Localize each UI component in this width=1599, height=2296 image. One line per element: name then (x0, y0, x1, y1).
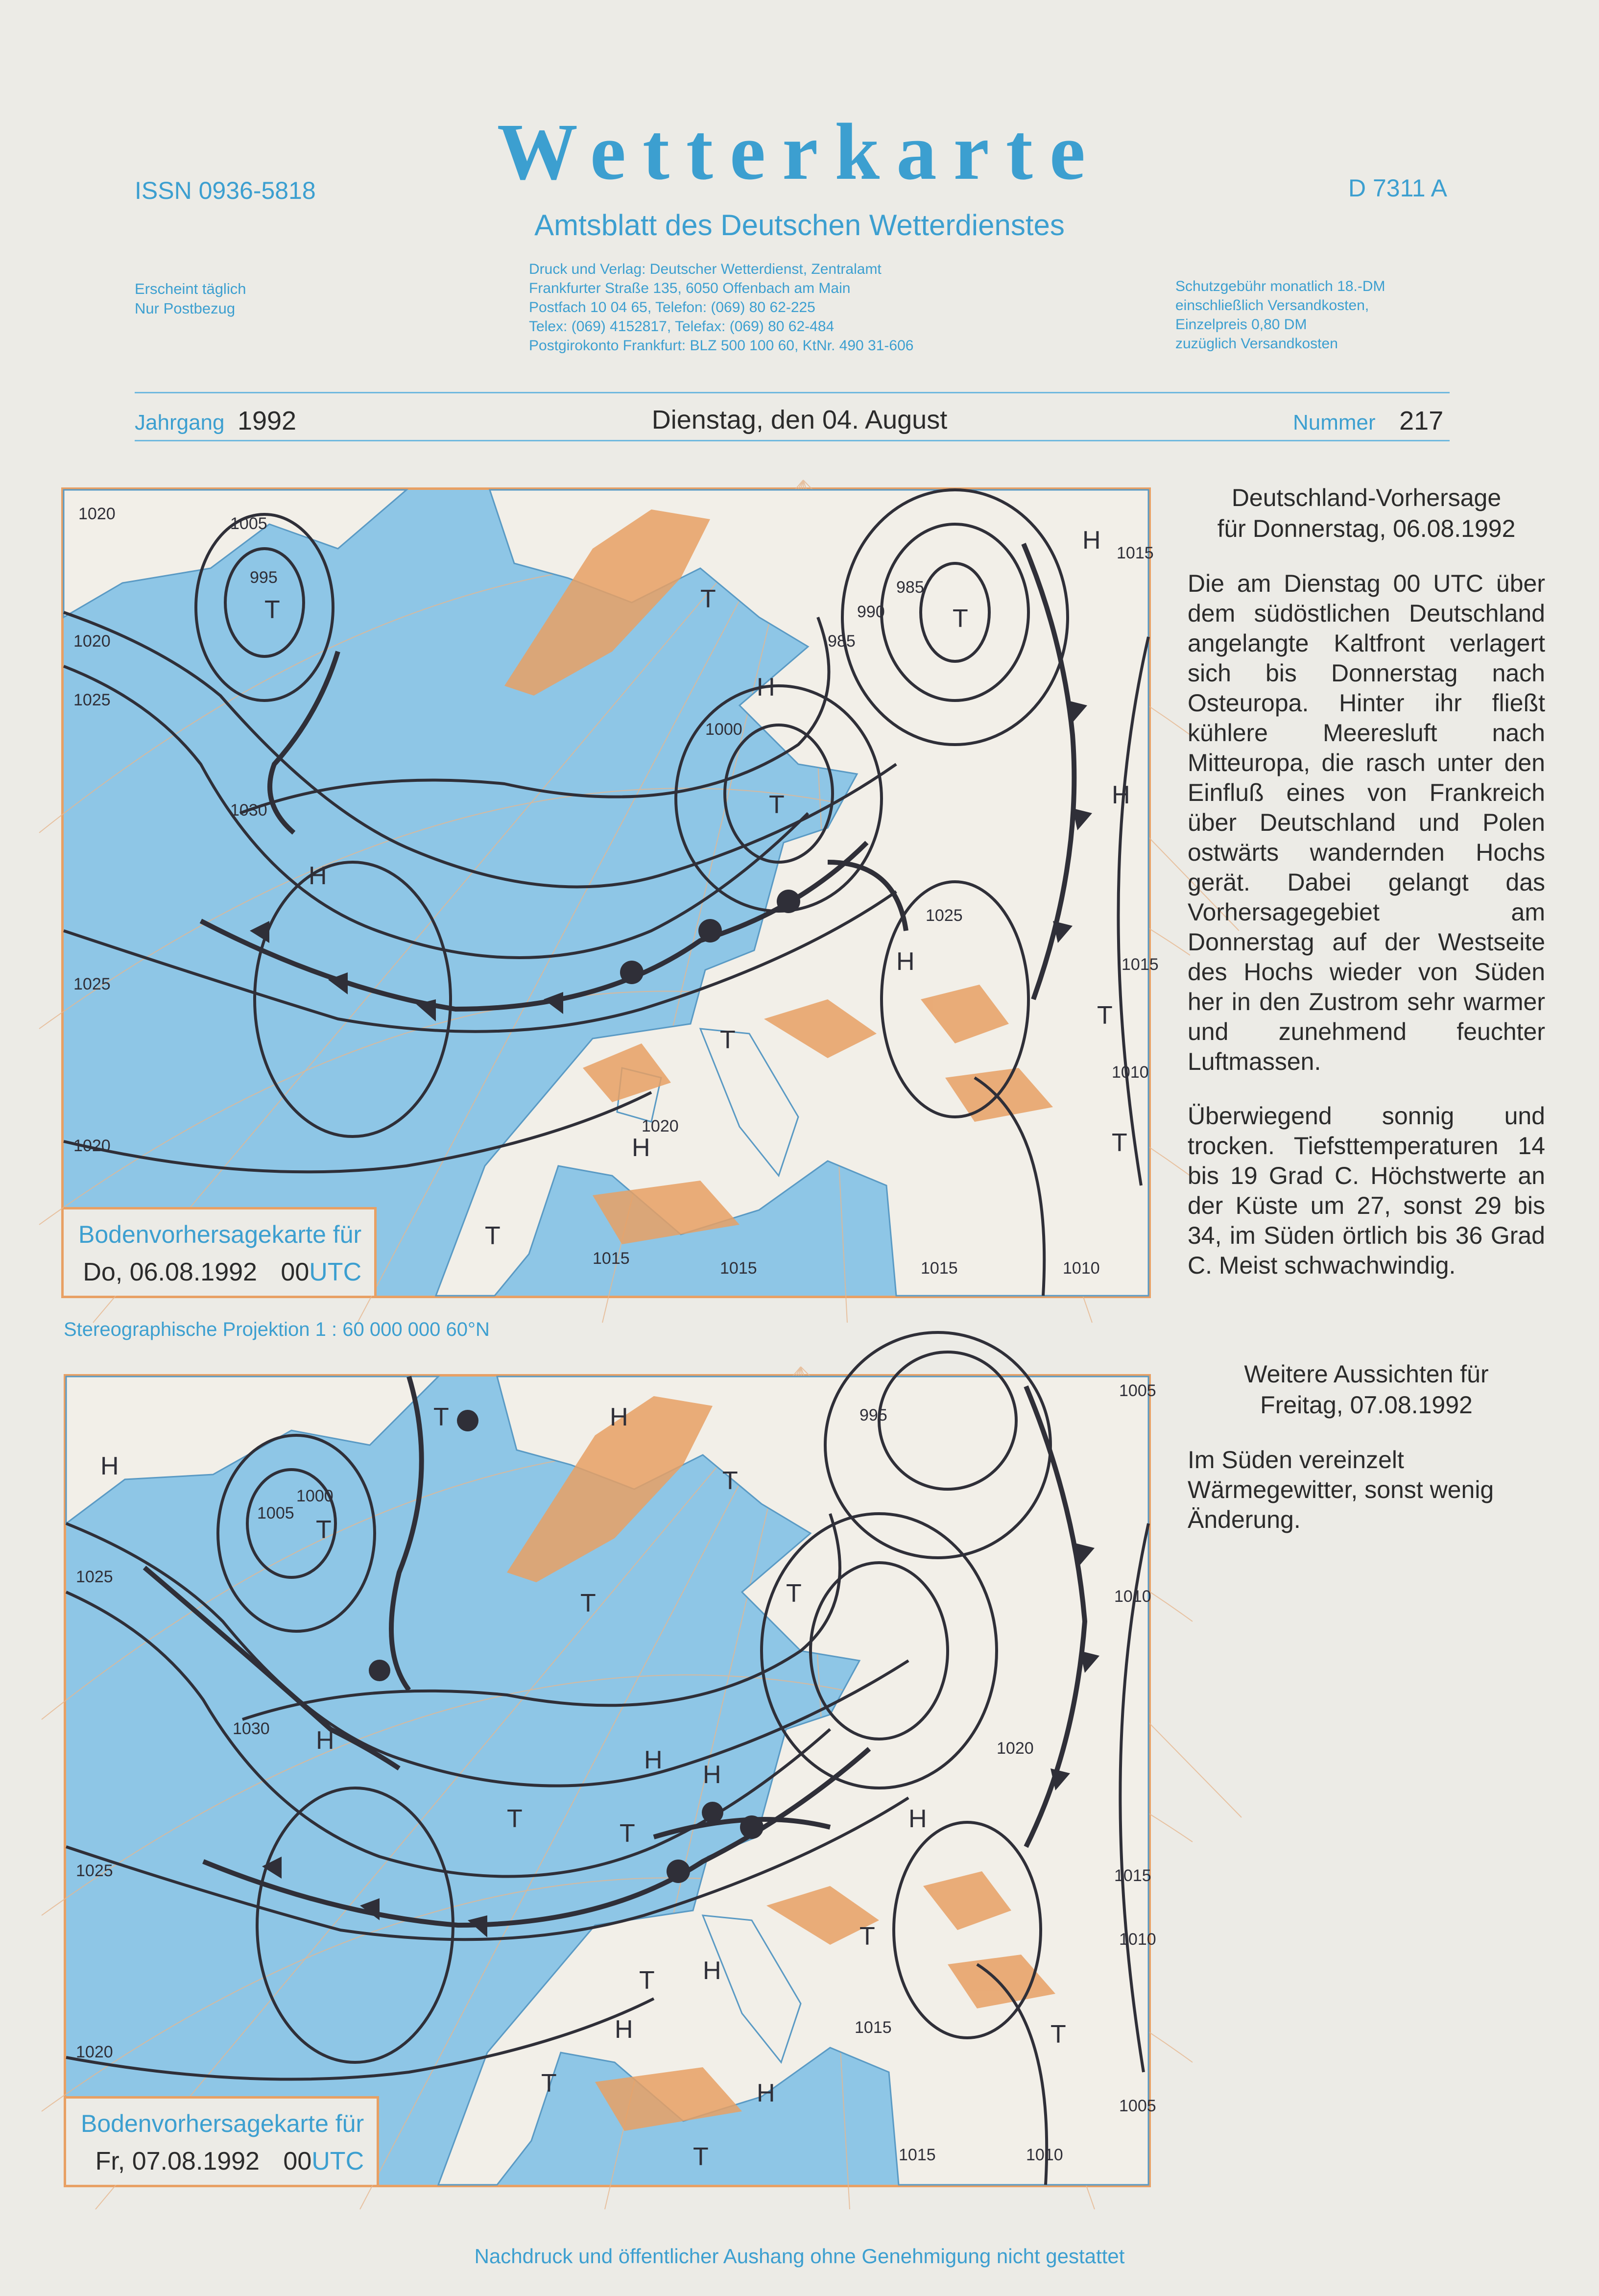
caption-date: Do, 06.08.1992 (83, 1258, 257, 1286)
low-symbol: T (580, 1589, 596, 1618)
high-symbol: H (610, 1403, 628, 1431)
map-caption-thursday (64, 1207, 377, 1296)
subscription-line: Nur Postbezug (135, 300, 236, 317)
bank-line: Postgirokonto Frankfurt: BLZ 500 100 60, KtNr. 490 31-606 (529, 338, 914, 354)
isobar-label: 1015 (1122, 955, 1159, 974)
high-symbol: H (703, 1761, 721, 1789)
outlook-heading-line: Freitag, 07.08.1992 (1260, 1391, 1473, 1419)
isobar-label: 1020 (642, 1117, 679, 1136)
isobar-label: 1015 (1117, 544, 1154, 562)
high-symbol: H (896, 947, 915, 976)
price-line: Einzelpreis 0,80 DM (1175, 316, 1307, 333)
isobar-label: 1025 (926, 906, 963, 925)
isobar-label: 1005 (1119, 2097, 1156, 2115)
weather-chart-1 (64, 490, 1159, 1296)
isobar-label: 1020 (997, 1739, 1034, 1758)
forecast-heading-line: für Donnerstag, 06.08.1992 (1217, 515, 1516, 542)
isobar-label: 995 (250, 568, 278, 587)
weather-chart-2 (66, 1377, 1156, 2185)
low-symbol: T (1112, 1129, 1127, 1157)
isobar-label: 1005 (1119, 1381, 1156, 1400)
low-symbol: T (620, 1819, 635, 1848)
isobar-label: 1010 (1119, 1930, 1156, 1949)
caption-utc: UTC (311, 2147, 364, 2175)
isobar-label: 995 (859, 1406, 887, 1425)
high-symbol: H (644, 1746, 663, 1774)
price-info (1175, 277, 1385, 353)
number-value: 217 (1399, 406, 1444, 435)
high-symbol: H (632, 1134, 650, 1162)
high-symbol: H (703, 1957, 721, 1985)
isobar-label: 1015 (720, 1259, 757, 1278)
projection-note: Stereographische Projektion 1 : 60 000 000 60°N (64, 1319, 490, 1340)
isobar-label: 1020 (76, 2043, 113, 2061)
isobar-label: 990 (857, 603, 885, 621)
phone-line: Postfach 10 04 65, Telefon: (069) 80 62-225 (529, 299, 815, 315)
isobar-label: 985 (828, 632, 856, 651)
isobar-label: 1020 (73, 632, 111, 651)
outlook-paragraph: Im Süden vereinzelt Wärmegewitter, sonst wenig Änderung. (1188, 1446, 1494, 1533)
high-symbol: H (757, 673, 775, 701)
publication-frequency (135, 279, 246, 318)
isobar-label: 1015 (593, 1249, 630, 1268)
isobar-label: 1015 (899, 2146, 936, 2164)
caption-title: Bodenvorhersagekarte für (81, 2110, 364, 2137)
low-symbol: T (507, 1805, 523, 1833)
price-line: Schutzgebühr monatlich 18.-DM (1175, 278, 1385, 294)
telex-line: Telex: (069) 4152817, Telefax: (069) 80 62-484 (529, 318, 835, 335)
isobar-label: 1000 (705, 720, 742, 739)
isobar-label: 1020 (78, 505, 116, 523)
volume-label: Jahrgang (135, 411, 225, 435)
outlook-heading-line: Weitere Aussichten für (1244, 1360, 1489, 1388)
isobar-label: 1000 (296, 1487, 334, 1505)
issue-date: Dienstag, den 04. August (651, 405, 948, 435)
isobar-label: 1005 (230, 514, 267, 533)
header-rule-top (135, 392, 1450, 393)
copyright-footer: Nachdruck und öffentlicher Aushang ohne Genehmigung nicht gestattet (474, 2245, 1125, 2268)
masthead-title: Wetterkarte (497, 107, 1102, 196)
forecast-map-thursday (61, 487, 1159, 1298)
frequency-line: Erscheint täglich (135, 280, 246, 297)
postal-code: D 7311 A (1348, 174, 1447, 202)
isobar-label: 1030 (233, 1719, 270, 1738)
isobar-label: 985 (896, 578, 924, 597)
forecast-conditions: Überwiegend sonnig und trocken. Tiefsttemperaturen 14 bis 19 Grad C. Höchstwerte an der Küste um 27, sonst 29 bis 34, im Süden örtlich bis 36 Grad C. Meist schwachwindig. (1188, 1102, 1545, 1279)
caption-date: Fr, 07.08.1992 (95, 2147, 260, 2175)
isobar-label: 1030 (230, 801, 267, 820)
isobar-label: 1015 (1114, 1866, 1151, 1885)
caption-utc: UTC (309, 1258, 362, 1286)
isobar-label: 1025 (73, 691, 111, 709)
caption-title: Bodenvorhersagekarte für (78, 1221, 362, 1248)
low-symbol: T (953, 604, 968, 633)
isobar-label: 1020 (73, 1136, 111, 1155)
forecast-heading-line: Deutschland-Vorhersage (1231, 484, 1502, 511)
low-symbol: T (1050, 2020, 1066, 2049)
isobar-label: 1015 (921, 1259, 958, 1278)
low-symbol: T (541, 2069, 557, 2098)
forecast-heading (1188, 483, 1545, 544)
publisher-info (529, 260, 913, 355)
publisher-line: Druck und Verlag: Deutscher Wetterdienst, Zentralamt (529, 261, 882, 277)
low-symbol: T (786, 1579, 802, 1608)
map-caption-friday (66, 2096, 379, 2185)
high-symbol: H (615, 2015, 633, 2044)
low-symbol: T (722, 1467, 738, 1495)
forecast-paragraph: Die am Dienstag 00 UTC über dem südöstlichen Deutschland angelangte Kaltfront verlagert sich bis Donnerstag nach Osteuropa. Hinter ihr fließt kühlere Meeresluft nach Mitteuropa, die rasch unter den Einfluß eines von Frankreich über Deutschland und Polen ostwärts wandernden Hochs gerät. Dabei gelangt das Vorhersagegebiet am Donnerstag auf der Westseite des Hochs wieder von Süden her in den Zustrom sehr warmer und zunehmend feuchter Luftmassen. (1188, 570, 1545, 1075)
high-symbol: H (100, 1452, 119, 1480)
masthead-subtitle: Amtsblatt des Deutschen Wetterdienstes (534, 209, 1065, 242)
high-symbol: H (757, 2079, 775, 2107)
low-symbol: T (769, 791, 785, 819)
header-rule-bottom (135, 440, 1450, 441)
low-symbol: T (859, 1922, 875, 1951)
low-symbol: T (639, 1966, 655, 1995)
issn: ISSN 0936-5818 (135, 177, 316, 204)
isobar-label: 1025 (73, 975, 111, 993)
high-symbol: H (316, 1726, 334, 1755)
forecast-map-friday (64, 1374, 1156, 2187)
high-symbol: H (908, 1805, 927, 1833)
low-symbol: T (433, 1403, 449, 1431)
isobar-label: 1010 (1114, 1587, 1151, 1606)
high-symbol: H (309, 862, 327, 890)
volume-value: 1992 (237, 406, 297, 435)
forecast-column (1188, 483, 1545, 1535)
outlook-heading (1188, 1359, 1545, 1421)
isobar-label: 1005 (257, 1504, 294, 1523)
number-label: Nummer (1293, 411, 1376, 435)
caption-time: 00 (283, 2147, 312, 2175)
price-line: zuzüglich Versandkosten (1175, 336, 1338, 352)
isobar-label: 1015 (855, 2018, 892, 2037)
low-symbol: T (720, 1026, 736, 1054)
high-symbol: H (1112, 781, 1130, 809)
isobar-label: 1010 (1063, 1259, 1100, 1278)
low-symbol: T (316, 1516, 332, 1544)
isobar-label: 1010 (1026, 2146, 1063, 2164)
issue-number (1293, 406, 1443, 436)
isobar-label: 1010 (1112, 1063, 1149, 1082)
low-symbol: T (485, 1222, 501, 1250)
low-symbol: T (264, 596, 280, 624)
caption-datetime (81, 2147, 364, 2176)
isobar-label: 1025 (76, 1568, 113, 1586)
low-symbol: T (693, 2143, 709, 2171)
isobar-label: 1025 (76, 1861, 113, 1880)
high-symbol: H (1082, 526, 1101, 555)
price-line: einschließlich Versandkosten, (1175, 297, 1369, 314)
caption-time: 00 (281, 1258, 310, 1286)
address-line: Frankfurter Straße 135, 6050 Offenbach am Main (529, 280, 851, 296)
low-symbol: T (1097, 1001, 1113, 1030)
low-symbol: T (700, 585, 716, 613)
caption-datetime (78, 1257, 361, 1287)
